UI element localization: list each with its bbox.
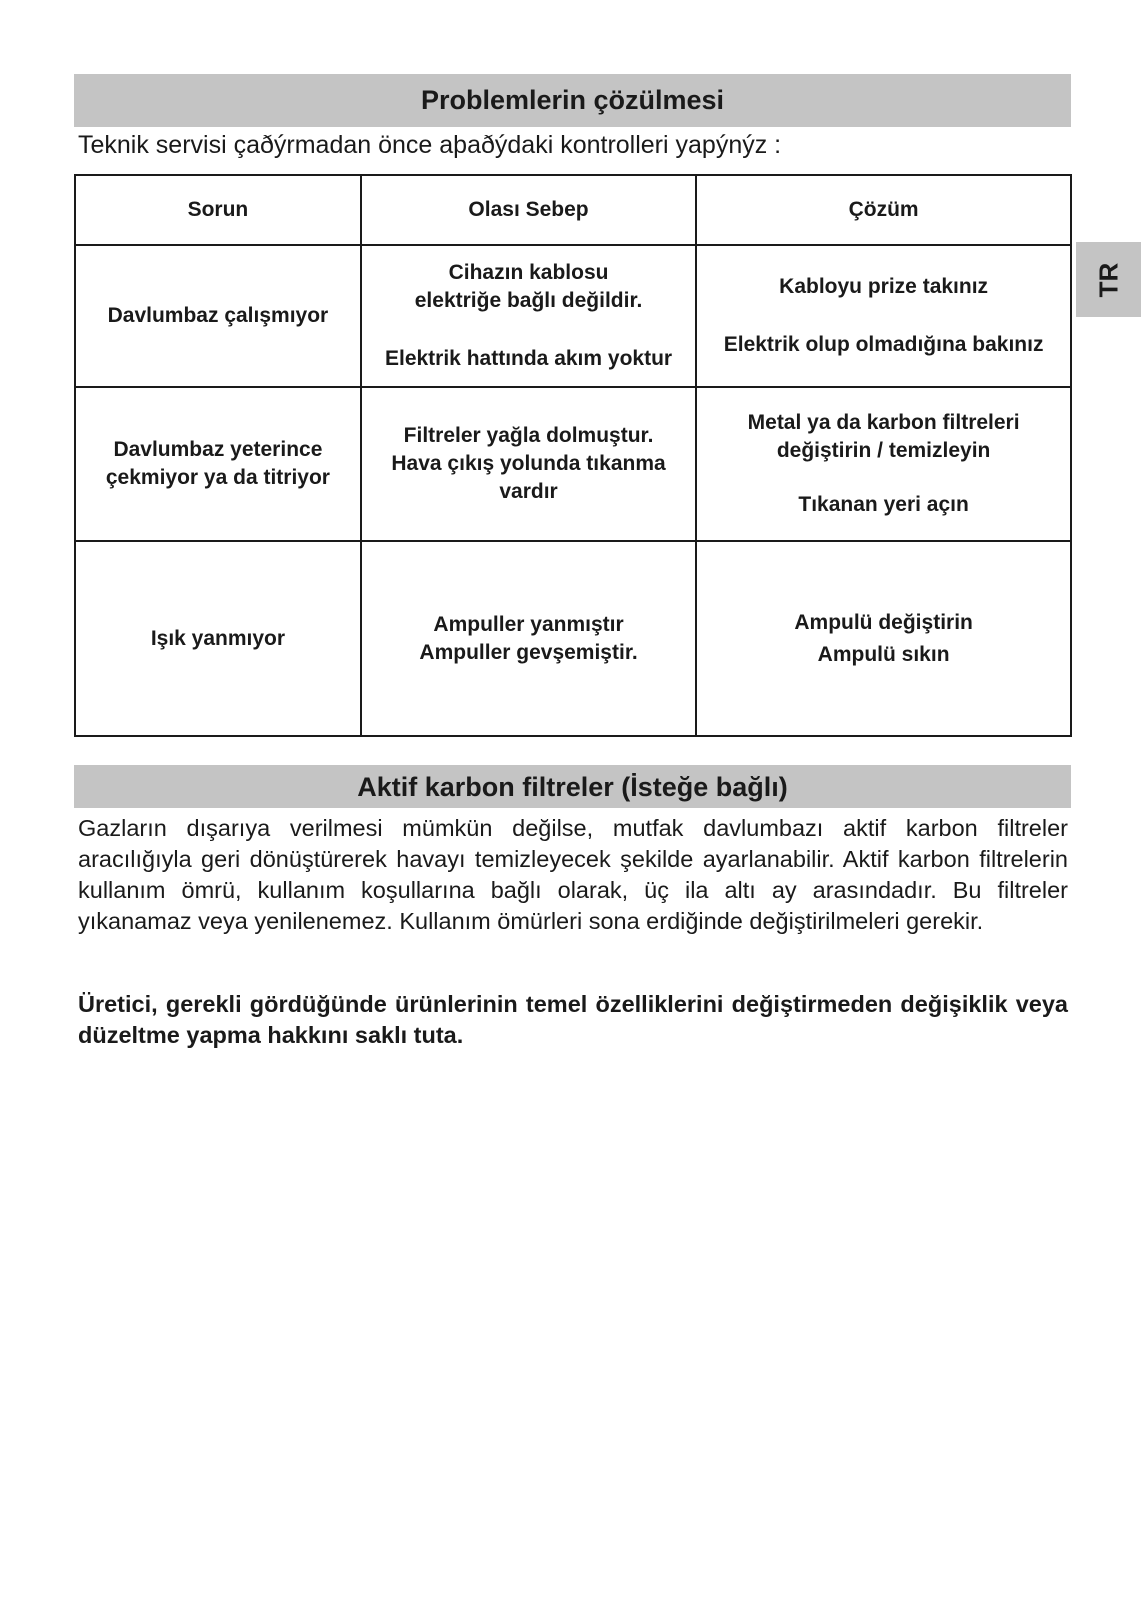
cause-line: Cihazın kablosu elektriğe bağlı değildir. <box>414 261 643 312</box>
solution-cell <box>696 387 1071 541</box>
solution-line: Tıkanan yeri açın <box>798 493 969 516</box>
cause-cell <box>361 245 696 387</box>
carbon-filter-paragraph: Gazların dışarıya verilmesi mümkün değilse, mutfak davlumbazı aktif karbon filtreler aracılığıyla geri dönüştürerek havayı temizleyecek şekilde ayarlanabilir. Aktif karbon filtrelerin kullanım ömrü, kullanım koşullarına bağlı olarak, üç ila altı ay arasındadır. Bu filtreler yıkanamaz veya yenilenemez. Kullanım ömürleri sona erdiğinde değiştirilmeleri gerekir. <box>78 815 1068 934</box>
solution-line: Ampulü sıkın <box>817 642 950 666</box>
cause-cell <box>361 541 696 736</box>
solution-line: Metal ya da karbon filtreleri değiştirin / temizleyin <box>747 411 1020 462</box>
cause-line: Ampuller yanmıştır <box>433 612 624 636</box>
section-title-carbon-filters: Aktif karbon filtreler (İsteğe bağlı) <box>74 765 1071 808</box>
cause-line: Filtreler yağla dolmuştur. <box>403 424 654 447</box>
cause-cell <box>361 387 696 541</box>
solution-line: Ampulü değiştirin <box>794 610 973 634</box>
cause-line: Elektrik hattında akım yoktur <box>384 347 673 370</box>
solution-cell <box>696 541 1071 736</box>
solution-cell <box>696 245 1071 387</box>
cause-line: Ampuller gevşemiştir. <box>419 640 638 664</box>
solution-line: Kabloyu prize takınız <box>779 275 989 298</box>
header-problem: Sorun <box>75 175 361 245</box>
table-row <box>75 541 1071 736</box>
troubleshooting-table <box>74 174 1072 737</box>
table-row <box>75 245 1071 387</box>
intro-text: Teknik servisi çaðýrmadan önce aþaðýdaki kontrolleri yapýnýz : <box>78 131 782 159</box>
problem-cell: Işık yanmıyor <box>75 541 361 736</box>
header-solution: Çözüm <box>696 175 1071 245</box>
solution-line: Elektrik olup olmadığına bakınız <box>723 333 1044 356</box>
problem-cell: Davlumbaz çalışmıyor <box>75 245 361 387</box>
section-title-troubleshooting: Problemlerin çözülmesi <box>74 74 1071 127</box>
problem-cell: Davlumbaz yeterince çekmiyor ya da titriyor <box>75 387 361 541</box>
language-tab-label: TR <box>1093 262 1123 297</box>
table-row <box>75 387 1071 541</box>
cause-line: Hava çıkış yolunda tıkanma vardır <box>391 452 666 503</box>
manufacturer-note: Üretici, gerekli gördüğünde ürünlerinin temel özelliklerini değiştirmeden değişiklik veya düzeltme yapma hakkını saklı tuta. <box>78 991 1068 1048</box>
language-tab <box>1076 242 1141 317</box>
table-header-row <box>75 175 1071 245</box>
header-cause: Olası Sebep <box>361 175 696 245</box>
